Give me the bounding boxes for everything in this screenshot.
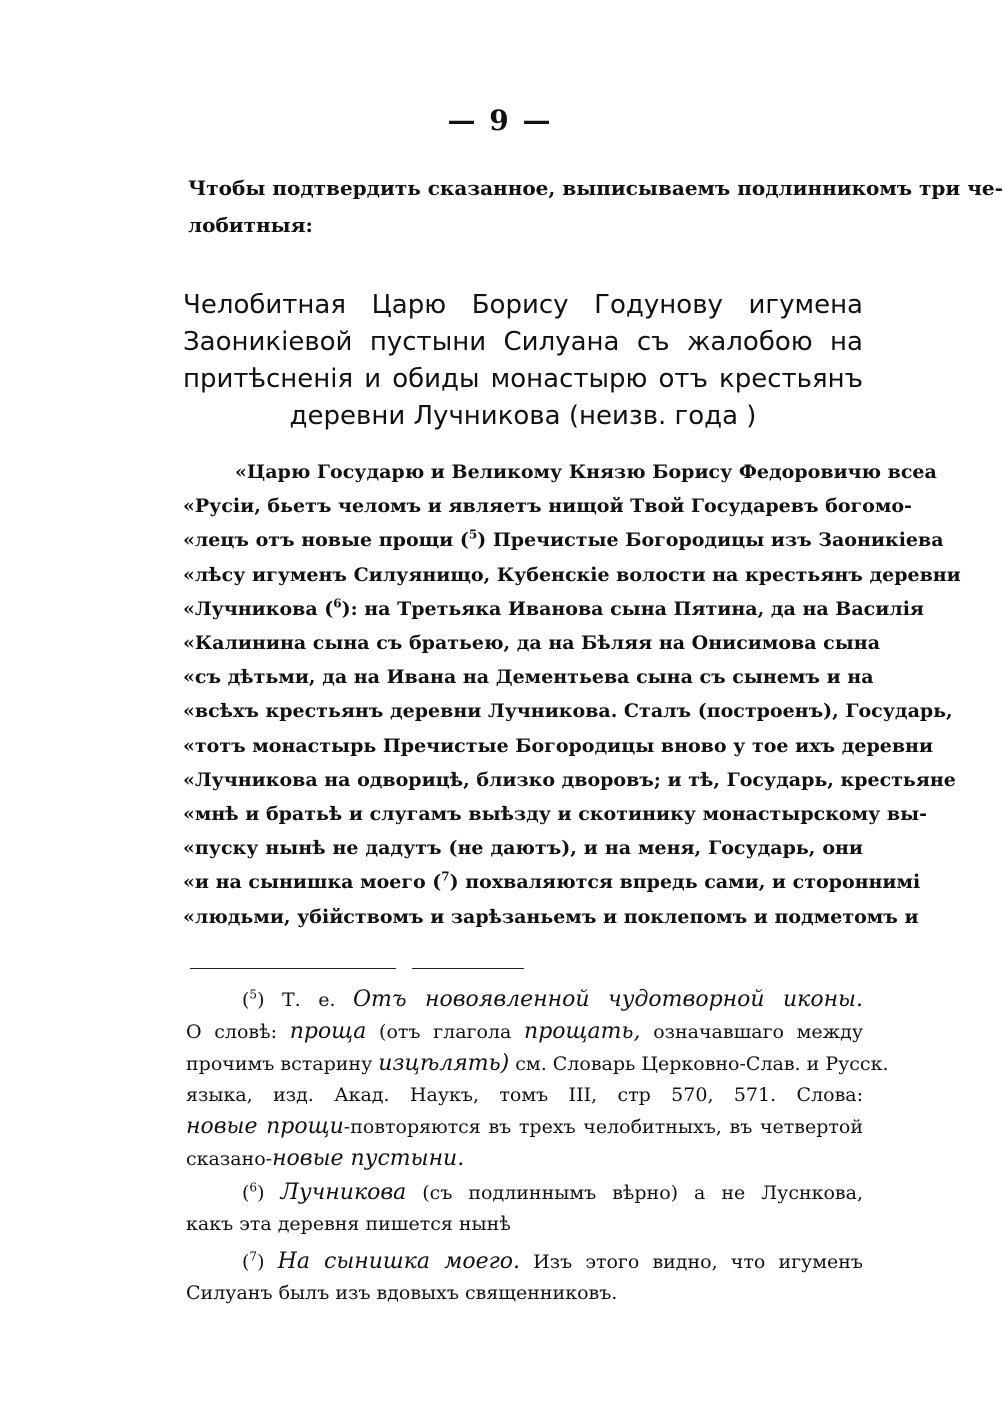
intro-paragraph xyxy=(188,170,1003,244)
footnote-text: -повторяются въ трехъ челобитныхъ, въ четвертой xyxy=(343,1116,863,1138)
footnote-ref: 5 xyxy=(468,528,478,543)
footnote-7 xyxy=(186,1246,863,1309)
footnote-line xyxy=(186,1246,863,1278)
footnote-line xyxy=(186,1177,863,1209)
petition-line-text: ) похваляются впредь сами, и стороннимі xyxy=(449,871,921,894)
intro-line: лобитныя: xyxy=(188,213,313,237)
petition-line: «мнѣ и братьѣ и слугамъ выѣзду и скотинику монастырскому вы- xyxy=(183,803,928,826)
footnote-text: прочимъ встарину xyxy=(186,1053,373,1075)
petition-line-text: «и на сынишка моего ( xyxy=(183,871,442,894)
petition-line xyxy=(183,592,924,626)
footnote-paren: ) xyxy=(257,989,265,1011)
footnote-italic: новые прощи xyxy=(186,1114,344,1139)
footnote-line xyxy=(186,1016,863,1048)
petition-line: «лѣсу игуменъ Силуянищо, Кубенскіе волости на крестьянъ деревни xyxy=(183,563,961,586)
petition-line: «Русіи, бьетъ челомъ и являетъ нищой Твой Государевъ богомо- xyxy=(183,495,912,518)
footnote-text: (отъ глагола xyxy=(379,1021,512,1043)
footnote-line xyxy=(186,1048,889,1080)
intro-line: Чтобы подтвердить сказанное, выписываемъ подлинникомъ три че- xyxy=(188,176,1003,200)
petition-line xyxy=(183,523,944,557)
footnote-line: Силуанъ былъ изъ вдовыхъ священниковъ. xyxy=(186,1282,618,1304)
footnote-italic: Отъ новоявленной чудотворной иконы. xyxy=(352,987,863,1012)
footnote-italic: Лучникова xyxy=(280,1180,407,1205)
footnote-6 xyxy=(186,1177,863,1240)
page-number: — 9 — xyxy=(447,104,553,137)
petition-line: «Калинина сына съ братьею, да на Бѣляя на Онисимова сына xyxy=(183,632,881,655)
footnote-italic: проща xyxy=(289,1019,367,1044)
footnote-ref: 7 xyxy=(441,870,450,885)
footnote-italic: новые пустыни. xyxy=(272,1146,465,1171)
footnote-text: (съ подлиннымъ вѣрно) а не Луснкова, xyxy=(422,1182,863,1204)
footnote-italic: прощать, xyxy=(524,1019,641,1044)
footnote-number: 6 xyxy=(249,1180,258,1195)
footnote-text: Изъ этого видно, что игуменъ xyxy=(533,1251,864,1273)
petition-line: «тотъ монастырь Пречистые Богородицы вново у тое ихъ деревни xyxy=(183,734,934,757)
footnote-line xyxy=(186,1111,863,1143)
footnote-paren: ( xyxy=(242,989,250,1011)
petition-line: «всѣхъ крестьянъ деревни Лучникова. Сталъ (построенъ), Государь, xyxy=(183,700,953,723)
petition-line: «Царю Государю и Великому Князю Борису Федоровичю всеа xyxy=(235,461,937,483)
footnote-text: см. Словарь Церковно-Слав. и Русск. xyxy=(515,1053,889,1075)
petition-line-text: «лецъ отъ новые прощи ( xyxy=(183,529,469,552)
footnote-italic: изцѣлять) xyxy=(378,1051,510,1076)
footnote-separator xyxy=(190,968,396,969)
footnote-line: какъ эта деревня пишется нынѣ xyxy=(186,1213,511,1235)
heading-line: Челобитная Царю Борису Годунову игумена xyxy=(183,290,863,320)
footnote-number: 7 xyxy=(249,1249,258,1264)
heading-line: притѣсненія и обиды монастырю отъ крестьянъ xyxy=(183,364,863,394)
petition-line: «Лучникова на одворицѣ, близко дворовъ; и тѣ, Государь, крестьяне xyxy=(183,768,956,791)
petition-line: «съ дѣтьми, да на Ивана на Дементьева сына съ сынемъ и на xyxy=(183,666,874,689)
petition-line: «пуску нынѣ не дадутъ (не даютъ), и на меня, Государь, они xyxy=(183,837,863,860)
footnote-text: означавшаго между xyxy=(653,1021,864,1043)
footnote-text: Т. е. xyxy=(281,989,336,1011)
footnote-text: сказано- xyxy=(186,1148,273,1170)
footnote-line: языка, изд. Акад. Наукъ, томъ III, стр 570, 571. Слова: xyxy=(186,1084,863,1106)
footnote-line xyxy=(186,1143,863,1175)
section-heading xyxy=(183,287,863,435)
footnote-paren: ) xyxy=(257,1182,265,1204)
petition-line: «людьми, убійствомъ и зарѣзаньемъ и поклепомъ и подметомъ и xyxy=(183,905,919,928)
footnote-paren: ( xyxy=(242,1182,250,1204)
footnote-text: О словѣ: xyxy=(186,1021,277,1043)
petition-line-text: ) Пречистые Богородицы изъ Заоникіева xyxy=(477,529,944,552)
petition-text xyxy=(183,455,961,934)
footnote-separator xyxy=(412,968,524,969)
heading-line: деревни Лучникова (неизв. года ) xyxy=(289,401,757,431)
footnote-ref: 6 xyxy=(333,596,342,611)
footnote-number: 5 xyxy=(249,987,258,1002)
footnote-italic: На сынишка моего. xyxy=(277,1249,520,1274)
petition-line xyxy=(183,865,921,899)
footnote-paren: ( xyxy=(242,1251,250,1273)
footnote-line xyxy=(186,984,863,1016)
petition-line-text: «Лучникова ( xyxy=(183,597,334,620)
heading-line: Заоникіевой пустыни Силуана съ жалобою на xyxy=(183,327,863,357)
petition-line-text: ): на Третьяка Иванова сына Пятина, да на Василія xyxy=(341,597,924,620)
footnote-5 xyxy=(186,984,889,1175)
footnote-paren: ) xyxy=(257,1251,265,1273)
